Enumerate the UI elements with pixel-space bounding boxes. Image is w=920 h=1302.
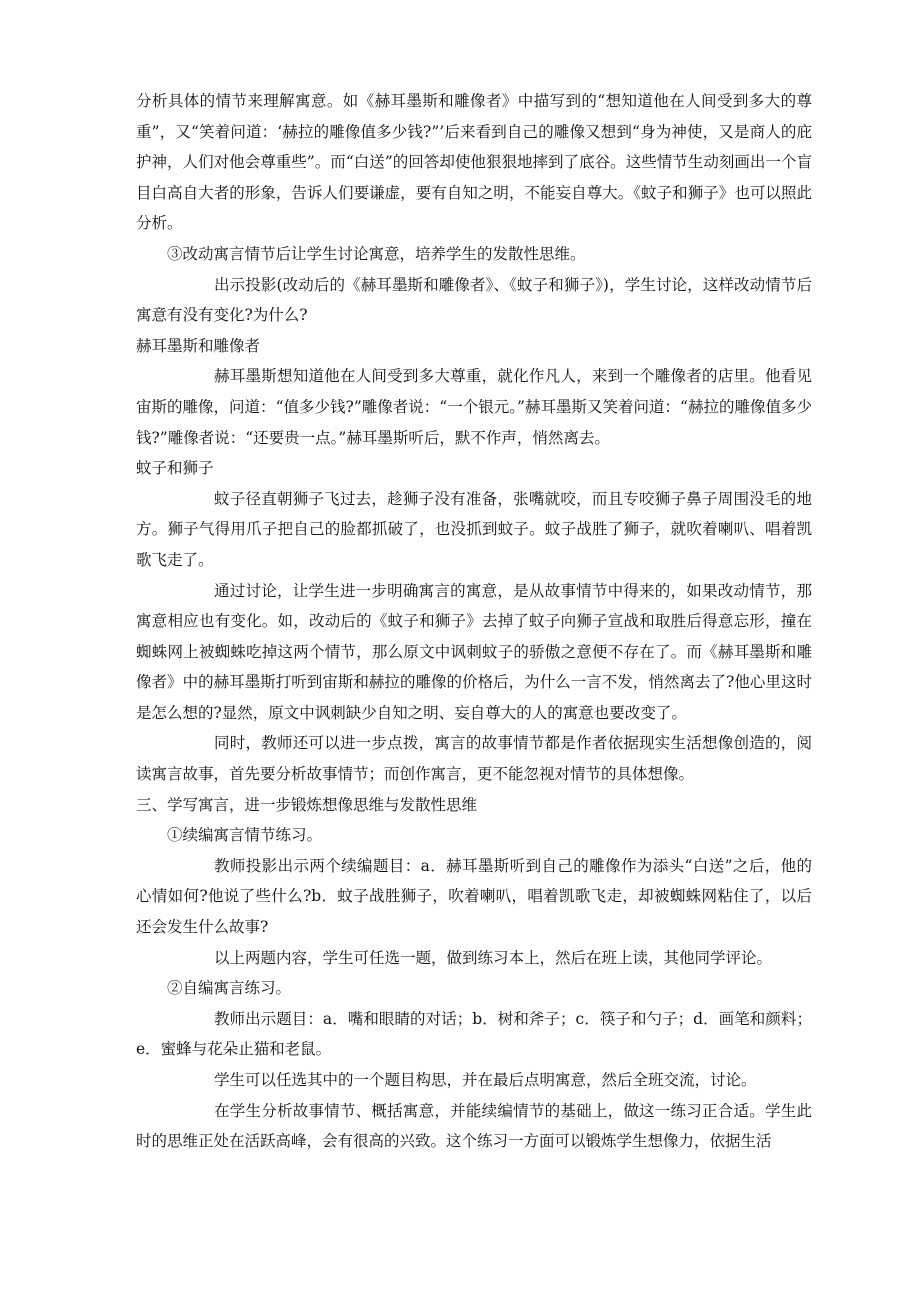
- section-heading: 三、学写寓言，进一步锻炼想像思维与发散性思维: [136, 795, 478, 814]
- paragraph: 学生可以任选其中的一个题目构思，并在最后点明寓意，然后全班交流，讨论。: [214, 1071, 757, 1089]
- paragraph: ③改动寓言情节后让学生讨论寓意，培养学生的发散性思维。: [167, 244, 586, 263]
- paragraph: 分析具体的情节来理解寓意。如《赫耳墨斯和雕像者》中描写到的“想知道他在人间受到多大的尊重”，又“笑着问道：‘赫拉的雕像值多少钱?”’后来看到自己的雕像又想到“身为神使，又是商人的庇护神，人们对他会尊重些”。而“白送”的回答却使他狠狠地摔到了底谷。这些情节生动刻画出一个盲目白高自大者的形象，告诉人们要谦虚，要有自知之明，不能妄自尊大。《蚊子和狮子》也可以照此分析。: [136, 92, 812, 233]
- section-heading: 赫耳墨斯和雕像者: [136, 336, 261, 355]
- paragraph: 教师出示题目：a．嘴和眼睛的对话；b．树和斧子；c．筷子和勺子；d．画笔和颜料；e．蜜蜂与花朵止猫和老鼠。: [136, 1009, 812, 1059]
- paragraph: 以上两题内容，学生可任选一题，做到练习本上，然后在班上读，其他同学评论。: [214, 948, 773, 967]
- section-heading: 蚊子和狮子: [136, 459, 214, 478]
- paragraph: 通过讨论，让学生进一步明确寓言的寓意，是从故事情节中得来的，如果改动情节，那寓意相应也有变化。如，改动后的《蚊子和狮子》去掉了蚊子向狮子宣战和取胜后得意忘形，撞在蜘蛛网上被蜘蛛吃掉这两个情节，那么原文中讽刺蚊子的骄傲之意便不存在了。而《赫耳墨斯和雕像者》中的赫耳墨斯打听到宙斯和赫拉的雕像的价格后，为什么一言不发，悄然离去了?他心里这时是怎么想的?显然，原文中讽刺缺少自知之明、妄自尊大的人的寓意也要改变了。: [136, 581, 812, 722]
- document-body: [136, 86, 812, 1157]
- paragraph: 在学生分析故事情节、概括寓意，并能续编情节的基础上，做这一练习正合适。学生此时的思维正处在活跃高峰，会有很高的兴致。这个练习一方面可以锻炼学生想像力，依据生活: [136, 1101, 812, 1151]
- paragraph: 教师投影出示两个续编题目：a．赫耳墨斯听到自己的雕像作为添头“白送”之后，他的心情如何?他说了些什么?b．蚊子战胜狮子，吹着喇叭，唱着凯歌飞走，却被蜘蛛网粘住了，以后还会发生什么故事?: [136, 856, 812, 937]
- paragraph: ②自编寓言练习。: [167, 979, 292, 998]
- paragraph: 同时，教师还可以进一步点拨，寓言的故事情节都是作者依据现实生活想像创造的，阅读寓言故事，首先要分析故事情节；而创作寓言，更不能忽视对情节的具体想像。: [136, 734, 812, 784]
- paragraph: 赫耳墨斯想知道他在人间受到多大尊重，就化作凡人，来到一个雕像者的店里。他看见宙斯的雕像，问道：“值多少钱?”雕像者说：“一个银元。”赫耳墨斯又笑着问道：“赫拉的雕像值多少钱?”雕像者说：“还要贵一点。”赫耳墨斯听后，默不作声，悄然离去。: [136, 367, 812, 447]
- paragraph: ①续编寓言情节练习。: [167, 826, 323, 845]
- paragraph: 出示投影(改动后的《赫耳墨斯和雕像者》、《蚊子和狮子》)，学生讨论，这样改动情节后寓意有没有变化?为什么?: [136, 275, 812, 325]
- paragraph: 蚊子径直朝狮子飞过去，趁狮子没有准备，张嘴就咬，而且专咬狮子鼻子周围没毛的地方。狮子气得用爪子把自己的脸都抓破了，也没抓到蚊子。蚊子战胜了狮子，就吹着喇叭、唱着凯歌飞走了。: [136, 489, 812, 569]
